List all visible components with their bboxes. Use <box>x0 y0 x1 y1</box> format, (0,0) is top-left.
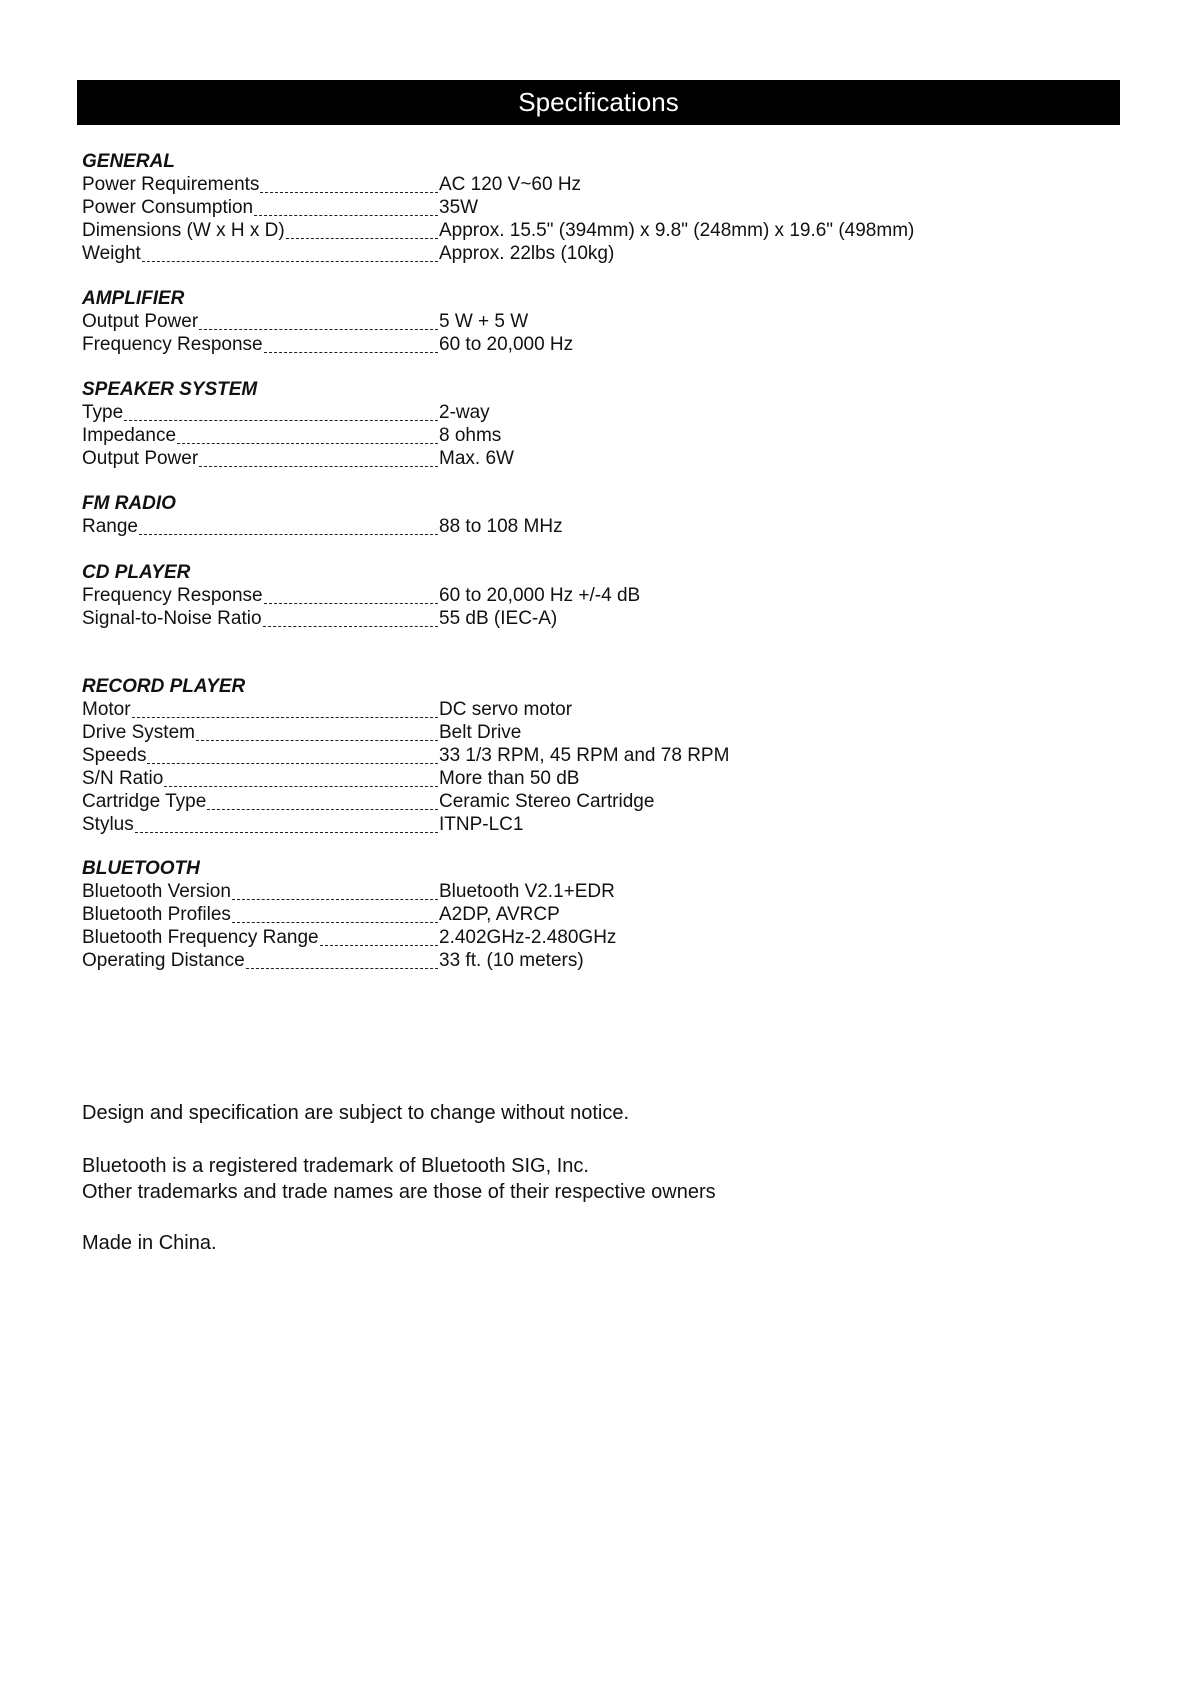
spec-label: Bluetooth Profiles <box>82 904 231 925</box>
spec-value: More than 50 dB <box>439 768 580 789</box>
made-in-notice: Made in China. <box>82 1232 217 1254</box>
section-heading: RECORD PLAYER <box>82 676 246 697</box>
spec-label: Signal-to-Noise Ratio <box>82 608 262 629</box>
section-heading: GENERAL <box>82 151 175 172</box>
spec-label: Dimensions (W x H x D) <box>82 220 285 241</box>
section-heading: CD PLAYER <box>82 562 191 583</box>
spec-value: Max. 6W <box>439 448 514 469</box>
spec-row <box>82 424 982 447</box>
spec-row <box>82 744 982 767</box>
spec-value: 60 to 20,000 Hz +/-4 dB <box>439 585 641 606</box>
spec-label: Output Power <box>82 311 199 332</box>
spec-value: AC 120 V~60 Hz <box>439 174 582 195</box>
spec-value: 2-way <box>439 402 490 423</box>
spec-row <box>82 333 982 356</box>
leader-dots <box>199 310 438 330</box>
leader-dots <box>135 813 438 833</box>
spec-value: DC servo motor <box>439 699 573 720</box>
leader-dots <box>199 447 438 467</box>
leader-dots <box>260 173 438 193</box>
spec-value: 33 1/3 RPM, 45 RPM and 78 RPM <box>439 745 730 766</box>
spec-row <box>82 607 982 630</box>
leader-dots <box>320 926 438 946</box>
spec-label: Weight <box>82 243 141 264</box>
section-cd-player <box>82 561 982 630</box>
section-amplifier <box>82 287 982 356</box>
spec-row <box>82 584 982 607</box>
spec-label: Range <box>82 516 138 537</box>
spec-label: Power Consumption <box>82 197 254 218</box>
spec-label: Cartridge Type <box>82 791 207 812</box>
leader-dots <box>164 767 438 787</box>
leader-dots <box>263 607 438 627</box>
spec-value: 55 dB (IEC-A) <box>439 608 558 629</box>
spec-value: Ceramic Stereo Cartridge <box>439 791 655 812</box>
spec-label: Drive System <box>82 722 195 743</box>
bluetooth-trademark-notice: Bluetooth is a registered trademark of Bluetooth SIG, Inc. <box>82 1155 589 1177</box>
spec-row <box>82 196 982 219</box>
spec-value: Bluetooth V2.1+EDR <box>439 881 615 902</box>
spec-label: Frequency Response <box>82 585 263 606</box>
spec-row <box>82 903 982 926</box>
spec-label: Bluetooth Version <box>82 881 231 902</box>
spec-label: Operating Distance <box>82 950 245 971</box>
spec-value: 2.402GHz-2.480GHz <box>439 927 617 948</box>
spec-row <box>82 880 982 903</box>
section-heading: SPEAKER SYSTEM <box>82 379 258 400</box>
leader-dots <box>232 903 438 923</box>
section-general <box>82 150 982 265</box>
spec-value: 33 ft. (10 meters) <box>439 950 584 971</box>
other-trademarks-notice: Other trademarks and trade names are those of their respective owners <box>82 1181 716 1203</box>
spec-row <box>82 790 982 813</box>
spec-row <box>82 698 982 721</box>
section-speaker-system <box>82 378 982 470</box>
spec-value: 5 W + 5 W <box>439 311 529 332</box>
spec-value: Approx. 22lbs (10kg) <box>439 243 615 264</box>
spec-row <box>82 515 982 538</box>
leader-dots <box>286 219 438 239</box>
section-heading: BLUETOOTH <box>82 858 200 879</box>
leader-dots <box>264 333 438 353</box>
spec-label: Motor <box>82 699 131 720</box>
spec-value: Belt Drive <box>439 722 522 743</box>
spec-row <box>82 767 982 790</box>
spec-value: ITNP-LC1 <box>439 814 524 835</box>
leader-dots <box>232 880 438 900</box>
leader-dots <box>147 744 438 764</box>
spec-row <box>82 949 982 972</box>
spec-value: 35W <box>439 197 479 218</box>
spec-label: Type <box>82 402 124 423</box>
leader-dots <box>207 790 438 810</box>
spec-row <box>82 219 982 242</box>
section-heading: AMPLIFIER <box>82 288 185 309</box>
spec-label: Output Power <box>82 448 199 469</box>
spec-value: 88 to 108 MHz <box>439 516 563 537</box>
section-heading: FM RADIO <box>82 493 176 514</box>
leader-dots <box>124 401 438 421</box>
spec-label: Power Requirements <box>82 174 260 195</box>
spec-row <box>82 401 982 424</box>
spec-label: Bluetooth Frequency Range <box>82 927 319 948</box>
page-title: Specifications <box>77 80 1120 125</box>
spec-label: Stylus <box>82 814 134 835</box>
spec-label: Impedance <box>82 425 177 446</box>
spec-value: Approx. 15.5" (394mm) x 9.8" (248mm) x 19.6" (498mm) <box>439 220 915 241</box>
leader-dots <box>139 515 438 535</box>
leader-dots <box>264 584 438 604</box>
leader-dots <box>196 721 438 741</box>
spec-value: 60 to 20,000 Hz <box>439 334 574 355</box>
section-bluetooth <box>82 857 982 972</box>
leader-dots <box>254 196 438 216</box>
section-record-player <box>82 675 982 836</box>
design-notice: Design and specification are subject to change without notice. <box>82 1102 630 1124</box>
spec-label: Frequency Response <box>82 334 263 355</box>
spec-row <box>82 721 982 744</box>
spec-label: S/N Ratio <box>82 768 164 789</box>
leader-dots <box>132 698 438 718</box>
leader-dots <box>177 424 438 444</box>
spec-value: 8 ohms <box>439 425 502 446</box>
section-fm-radio <box>82 492 982 538</box>
spec-value: A2DP, AVRCP <box>439 904 560 925</box>
spec-row <box>82 310 982 333</box>
leader-dots <box>246 949 438 969</box>
leader-dots <box>142 242 438 262</box>
spec-row <box>82 173 982 196</box>
spec-row <box>82 813 982 836</box>
spec-row <box>82 447 982 470</box>
spec-row <box>82 926 982 949</box>
spec-label: Speeds <box>82 745 147 766</box>
spec-row <box>82 242 982 265</box>
